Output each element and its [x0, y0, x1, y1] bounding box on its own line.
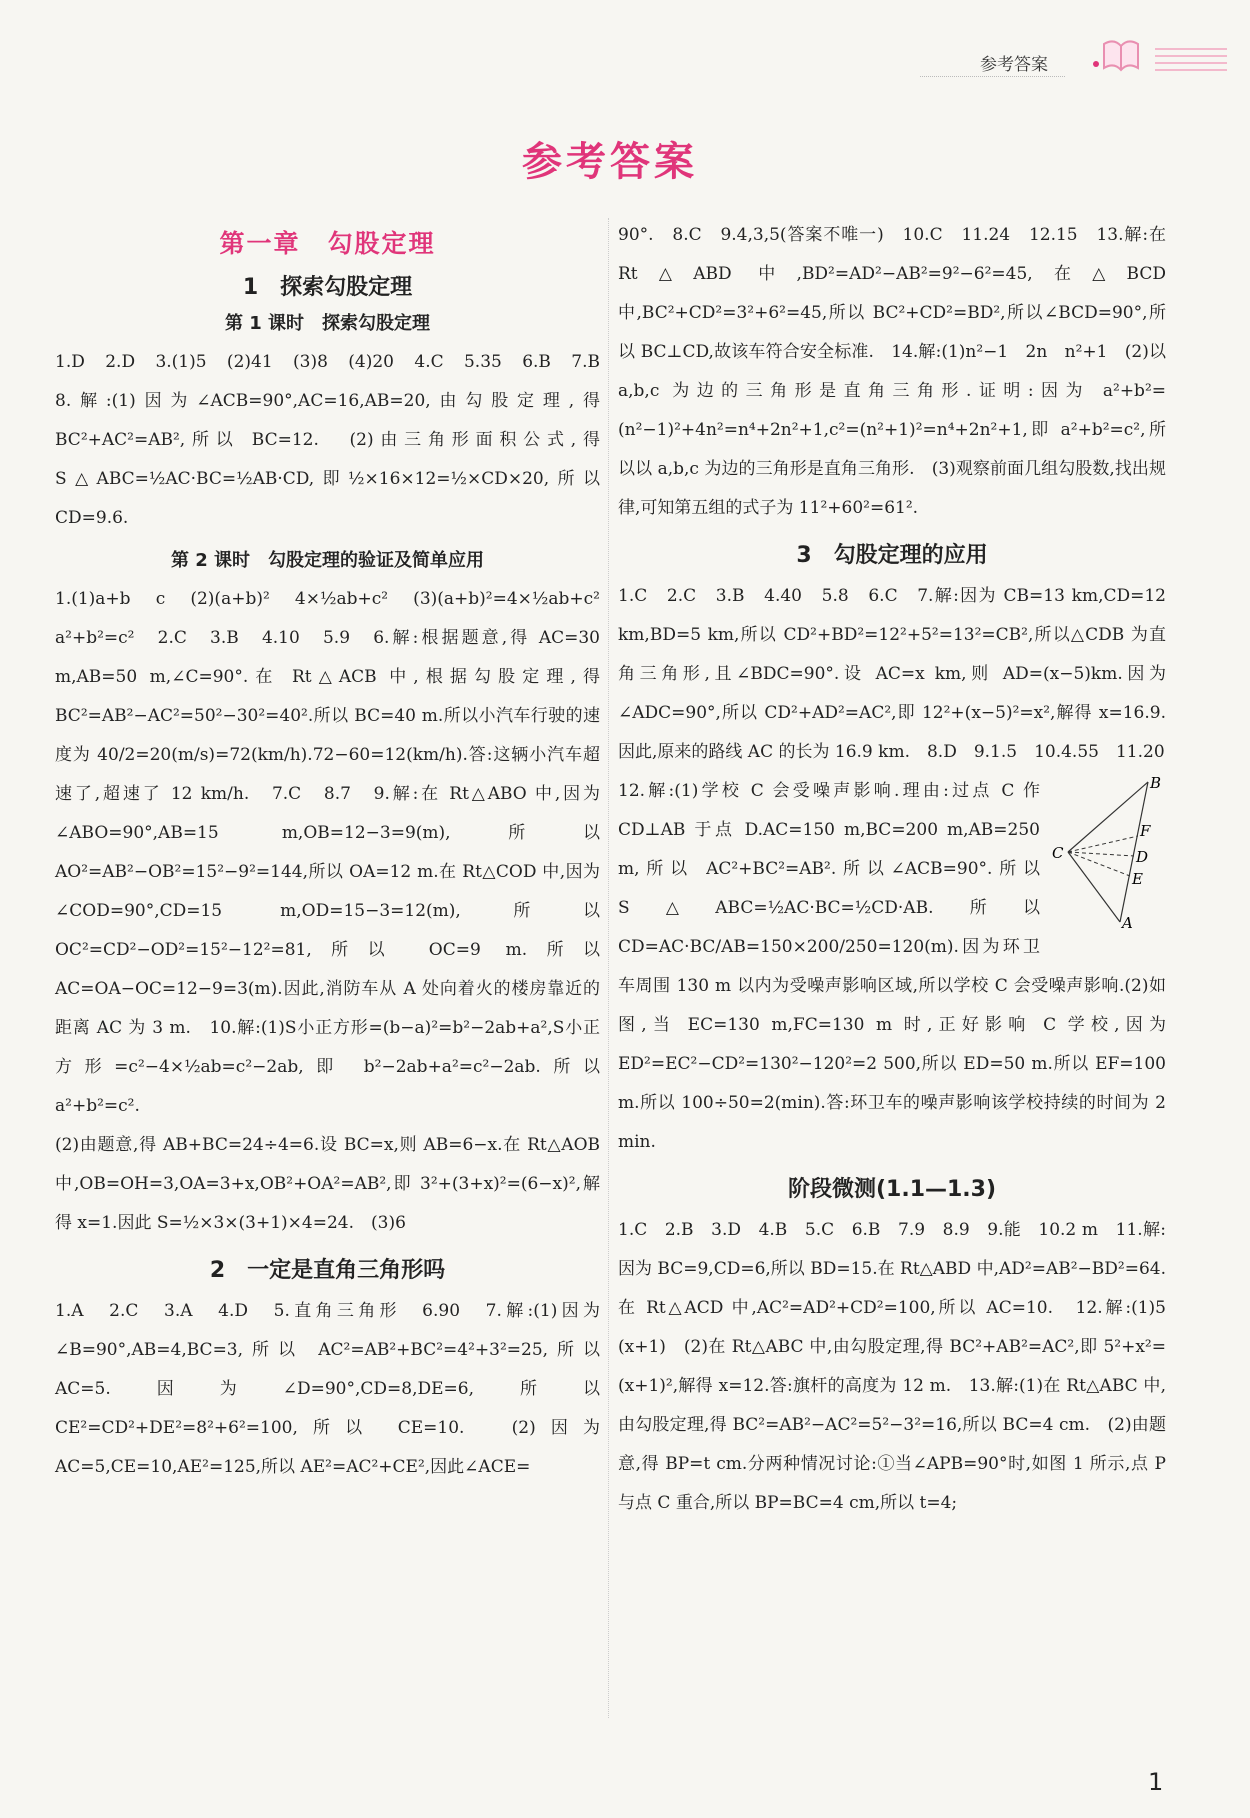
- figure-label-a: A: [1122, 914, 1133, 932]
- section-title: 2 一定是直角三角形吗: [209, 1258, 446, 1283]
- triangle-figure: [1048, 772, 1166, 932]
- answer-paragraph: 1.D 2.D 3.(1)5 (2)41 (3)8 (4)20 4.C 5.35 6.B 7.B 8.解:(1)因为∠ACB=90°,AC=16,AB=20,由勾股定理,得 BC²+AC²=AB²,所以 BC=12. (2)由三角形面积公式,得 S△ABC=½AC·BC=½AB·CD,即½×16×12=½×CD×20,所以 CD=9.6.: [55, 352, 617, 528]
- answer-paragraph: 90°. 8.C 9.4,3,5(答案不唯一) 10.C 11.24 12.15 13.解:在 Rt△ABD 中,BD²=AD²−AB²=9²−6²=45,在△BCD 中,BC²+CD²=3²+6²=45,所以 BC²+CD²=BD²,所以∠BCD=90°,所以 BC⊥CD,故该车符合安全标准. 14.解:(1)n²−1 2n n²+1 (2)以 a,b,c 为边的三角形是直角三角形.证明:因为 a²+b²=(n²−1)²+4n²=n⁴+2n²+1,c²=(n²+1)²=n⁴+2n²+1,即 a²+b²=c²,所以以 a,b,c 为边的三角形是直角三角形. (3)观察前面几组勾股数,找出规律,可知第五组的式子为 11²+60²=61².: [618, 225, 1166, 518]
- figure-label-c: C: [1052, 844, 1064, 862]
- section-title: 阶段微测(1.1—1.3): [787, 1177, 997, 1202]
- answer-paragraph: 1.A 2.C 3.A 4.D 5.直角三角形 6.90 7.解:(1)因为∠B=90°,AB=4,BC=3,所以 AC²=AB²+BC²=4²+3²=25,所以 AC=5.因为∠D=90°,CD=8,DE=6,所以 CE²=CD²+DE²=8²+6²=100,所以 CE=10. (2)因为 AC=5,CE=10,AE²=125,所以 AE²=AC²+CE²,因此∠ACE=: [55, 1301, 600, 1477]
- section-title: 3 勾股定理的应用: [796, 543, 988, 568]
- header-stripes: [1155, 48, 1227, 76]
- lesson-title: 第 2 课时 勾股定理的验证及简单应用: [170, 550, 485, 571]
- right-column: [618, 216, 1183, 1523]
- answer-paragraph: 1.C 2.B 3.D 4.B 5.C 6.B 7.9 8.9 9.能 10.2 m 11.解:因为 BC=9,CD=6,所以 BD=15.在 Rt△ABD 中,AD²=AB²−BD²=64.在 Rt△ACD 中,AC²=AD²+CD²=100,所以 AC=10. 12.解:(1)5 (x+1) (2)在 Rt△ABC 中,由勾股定理,得 BC²+AB²=AC²,即 5²+x²=(x+1)²,解得 x=12.答:旗杆的高度为 12 m. 13.解:(1)在 Rt△ABC 中,由勾股定理,得 BC²=AB²−AC²=5²−3²=16,所以 BC=4 cm. (2)由题意,得 BP=t cm.分两种情况讨论:①当∠APB=90°时,如图 1 所示,点 P 与点 C 重合,所以 BP=BC=4 cm,所以 t=4;: [618, 1220, 1183, 1513]
- figure-label-b: B: [1150, 774, 1162, 792]
- lesson-title: 第 1 课时 探索勾股定理: [224, 313, 431, 334]
- figure-label-e: E: [1132, 870, 1143, 888]
- chapter-title: 第一章 勾股定理: [219, 229, 436, 258]
- answer-paragraph: 1.(1)a+b c (2)(a+b)² 4×½ab+c² (3)(a+b)²=4×½ab+c² a²+b²=c² 2.C 3.B 4.10 5.9 6.解:根据题意,得 AC=30 m,AB=50 m,∠C=90°.在 Rt△ACB 中,根据勾股定理,得 BC²=AB²−AC²=50²−30²=40².所以 BC=40 m.所以小汽车行驶的速度为 40/2=20(m/s)=72(km/h).72−60=12(km/h).答:这辆小汽车超速了,超速了 12 km/h. 7.C 8.7 9.解:在 Rt△ABO 中,因为∠ABO=90°,AB=15 m,OB=12−3=9(m),所以 AO²=AB²−OB²=15²−9²=144,所以 OA=12 m.在 Rt△COD 中,因为∠COD=90°,CD=15 m,OD=15−3=12(m),所以 OC²=CD²−OD²=15²−12²=81,所以 OC=9 m.所以 AC=OA−OC=12−9=3(m).因此,消防车从 A 处向着火的楼房靠近的距离 AC 为 3 m. 10.解:(1)S小正方形=(b−a)²=b²−2ab+a²,S小正方形=c²−4×½ab=c²−2ab,即 b²−2ab+a²=c²−2ab.所以 a²+b²=c².: [55, 589, 617, 1116]
- answer-paragraph: (2)由题意,得 AB+BC=24÷4=6.设 BC=x,则 AB=6−x.在 Rt△AOB 中,OB=OH=3,OA=3+x,OB²+OA²=AB²,即 3²+(3+x)²=(6−x)²,解得 x=1.因此 S=½×3×(3+1)×4=24. (3)6: [55, 1135, 600, 1233]
- figure-label-d: D: [1136, 848, 1149, 866]
- left-column: [55, 218, 617, 1487]
- book-icon: [1090, 34, 1152, 78]
- section-title: 1 探索勾股定理: [242, 275, 413, 300]
- answer-paragraph: 1.C 2.C 3.B 4.40 5.8 6.C 7.解:因为 CB=13 km,CD=12 km,BD=5 km,所以 CD²+BD²=12²+5²=13²=CB²,所以△CDB 为直角三角形,且∠BDC=90°.设 AC=x km,则 AD=(x−5)km.因为∠ADC=90°,所以 CD²+AD²=AC²,即 12²+(x−5)²=x²,解得 x=16.9.因此,原来的路线 AC 的长为 16.9 km. 8.D 9.1.5 10.4.55 11.20: [618, 586, 1166, 762]
- header-label: 参考答案: [980, 55, 1048, 75]
- page-number: 1: [1148, 1768, 1164, 1796]
- header-rule: [920, 76, 1065, 77]
- figure-label-f: F: [1140, 822, 1151, 840]
- answer-paragraph: 12.解:(1)学校 C 会受噪声影响.理由:过点 C 作 CD⊥AB 于点 D.AC=150 m,BC=200 m,AB=250 m,所以 AC²+BC²=AB².所以∠ACB=90°.所以 S△ABC=½AC·BC=½CD·AB.所以 CD=AC·BC/AB=150×200/250=120(m).因为环卫车周围 130 m 以内为受噪声影响区域,所以学校 C 会受噪声影响.(2)如图,当 EC=130 m,FC=130 m 时,正好影响 C 学校,因为 ED²=EC²−CD²=130²−120²=2 500,所以 ED=50 m.所以 EF=100 m.所以 100÷50=2(min).答:环卫车的噪声影响该学校持续的时间为 2 min.: [618, 781, 1166, 1152]
- column-divider: [608, 218, 609, 1718]
- page-title: 参考答案: [522, 139, 698, 185]
